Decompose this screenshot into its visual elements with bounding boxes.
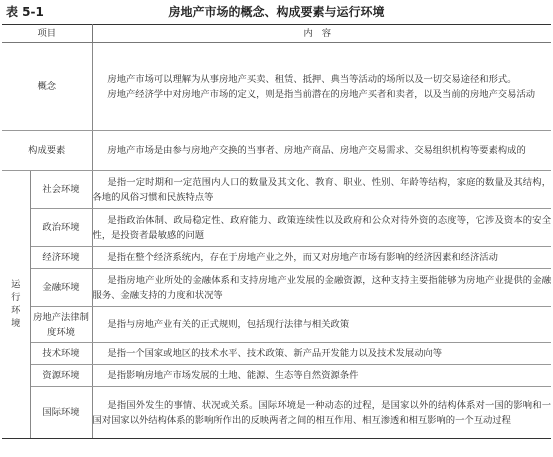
row-label-legal: 房地产法律制度环境 (30, 307, 92, 343)
header-item: 项目 (2, 25, 92, 43)
legal-paragraph: 是指与房地产业有关的正式规则，包括现行法律与相关政策 (107, 319, 350, 330)
row-label-concept: 概念 (2, 43, 92, 131)
row-text-political (92, 209, 551, 247)
row-text-economic (92, 247, 551, 269)
row-label-resource: 资源环境 (30, 365, 92, 387)
header-content: 内容 (92, 25, 551, 43)
table-row-legal (2, 307, 551, 343)
row-label-international: 国际环境 (30, 387, 92, 439)
row-text-resource (92, 365, 551, 387)
table-caption (0, 0, 553, 22)
row-text-concept (92, 43, 551, 131)
table-row-social (2, 171, 551, 209)
row-label-technical: 技术环境 (30, 343, 92, 365)
table-number: 表 5-1 (6, 5, 44, 19)
table-row-economic (2, 247, 551, 269)
international-paragraph: 是指国外发生的事情、状况或关系。国际环境是一种动态的过程，是国家以外的结构体系对一国的影响和一国对国家以外结构体系的影响所作出的反映两者之间的相互作用、相互渗透和相互影响的一个互动过程 (92, 399, 551, 426)
row-text-international (92, 387, 551, 439)
economic-paragraph: 是指在整个经济系统内，存在于房地产业之外，而又对房地产市场有影响的经济因素和经济活动 (107, 252, 498, 263)
table-row-technical (2, 343, 551, 365)
concept-paragraph-1: 房地产市场可以理解为从事房地产买卖、租赁、抵押、典当等活动的场所以及一切交易途径和形式。 (107, 73, 517, 85)
table-row-international (2, 387, 551, 439)
table-title: 房地产市场的概念、构成要素与运行环境 (168, 5, 385, 19)
table-header-row (2, 25, 551, 43)
political-paragraph: 是指政治体制、政局稳定性、政府能力、政策连续性以及政府和公众对待外资的态度等，它涉及资本的安全性，是投资者最敏感的问题 (92, 214, 551, 241)
row-label-social: 社会环境 (30, 171, 92, 209)
technical-paragraph: 是指一个国家或地区的技术水平、技术政策、新产品开发能力以及技术发展动向等 (107, 348, 443, 359)
group-label-text: 运行环境 (11, 279, 21, 329)
row-text-social (92, 171, 551, 209)
row-text-elements (92, 131, 551, 171)
table-row-political (2, 209, 551, 247)
elements-paragraph: 房地产市场是由参与房地产交换的当事者、房地产商品、房地产交易需求、交易组织机构等要素构成的 (107, 145, 526, 156)
concept-table (2, 24, 551, 439)
financial-paragraph: 是指房地产业所处的金融体系和支持房地产业发展的金融资源，这种支持主要指能够为房地产业提供的金融服务、金融支持的力度和状况等 (92, 274, 551, 301)
row-label-elements: 构成要素 (2, 131, 92, 171)
row-label-financial: 金融环境 (30, 269, 92, 307)
table-row-elements (2, 131, 551, 171)
table-row-financial (2, 269, 551, 307)
social-paragraph: 是指一定时期和一定范围内人口的数量及其文化、教育、职业、性别、年龄等结构，家庭的数量及其结构，各地的风俗习惯和民族特点等 (92, 176, 551, 203)
row-text-technical (92, 343, 551, 365)
row-label-political: 政治环境 (30, 209, 92, 247)
resource-paragraph: 是指影响房地产市场发展的土地、能源、生态等自然资源条件 (107, 370, 359, 381)
concept-paragraph-2: 房地产经济学中对房地产市场的定义，则是指当前潜在的房地产买者和卖者，以及当前的房地产交易活动 (107, 88, 536, 100)
group-label-environment (2, 171, 30, 439)
table-row-resource (2, 365, 551, 387)
table-row-concept (2, 43, 551, 131)
row-text-financial (92, 269, 551, 307)
row-label-economic: 经济环境 (30, 247, 92, 269)
row-text-legal (92, 307, 551, 343)
